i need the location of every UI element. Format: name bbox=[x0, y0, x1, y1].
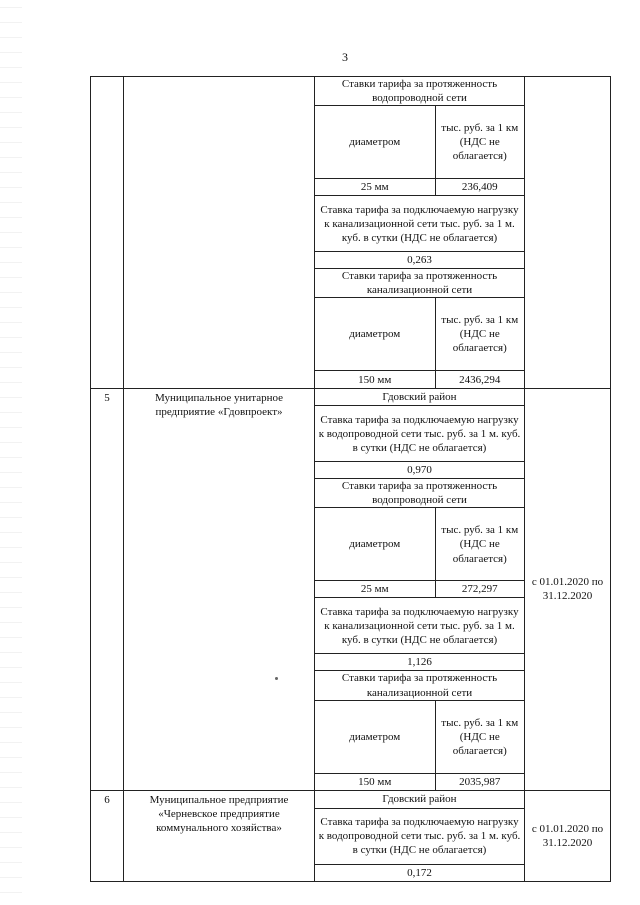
tariff-block bbox=[315, 388, 525, 790]
water-load-value: 0,970 bbox=[315, 462, 524, 479]
sewer-length-title: Ставки тарифа за протяженность канализационной сети bbox=[315, 671, 524, 700]
sewer-load-value: 1,126 bbox=[315, 654, 524, 671]
sewer-rate: 2436,294 bbox=[435, 371, 524, 388]
tariff-table bbox=[90, 76, 611, 882]
table-row-continued bbox=[91, 77, 611, 389]
period-cell bbox=[525, 77, 611, 389]
organization-name: Муниципальное предприятие «Черневское предприятие коммунального хозяйства» bbox=[124, 791, 315, 882]
organization-cell bbox=[124, 77, 315, 389]
sewer-load-title: Ставка тарифа за подключаемую нагрузку к канализационной сети тыс. руб. за 1 м. куб. в сутки (НДС не облагается) bbox=[315, 598, 524, 654]
sewer-load-value: 0,263 bbox=[315, 252, 524, 269]
unit-label: тыс. руб. за 1 км (НДС не облагается) bbox=[435, 700, 524, 773]
sewer-diameter: 150 мм bbox=[315, 773, 435, 790]
district: Гдовский район bbox=[315, 791, 524, 808]
period: с 01.01.2020 по 31.12.2020 bbox=[525, 388, 611, 790]
row-number: 5 bbox=[91, 388, 124, 790]
scan-edge-artifact bbox=[0, 0, 22, 905]
table-row bbox=[91, 791, 611, 882]
page-number: 3 bbox=[342, 50, 348, 64]
tariff-subtable bbox=[315, 389, 524, 790]
diameter-label: диаметром bbox=[315, 700, 435, 773]
period: с 01.01.2020 по 31.12.2020 bbox=[525, 791, 611, 882]
water-load-title: Ставка тарифа за подключаемую нагрузку к водопроводной сети тыс. руб. за 1 м. куб. в сутки (НДС не облагается) bbox=[315, 406, 524, 462]
tariff-block bbox=[315, 791, 525, 882]
tariff-subtable bbox=[315, 791, 524, 881]
sewer-diameter: 150 мм bbox=[315, 371, 435, 388]
sewer-rate: 2035,987 bbox=[435, 773, 524, 790]
district: Гдовский район bbox=[315, 389, 524, 406]
row-number: 6 bbox=[91, 791, 124, 882]
unit-label: тыс. руб. за 1 км (НДС не облагается) bbox=[435, 106, 524, 179]
water-load-title: Ставка тарифа за подключаемую нагрузку к водопроводной сети тыс. руб. за 1 м. куб. в сутки (НДС не облагается) bbox=[315, 808, 524, 864]
water-rate: 236,409 bbox=[435, 179, 524, 196]
tariff-subtable bbox=[315, 77, 524, 388]
water-length-title: Ставки тарифа за протяженность водопроводной сети bbox=[315, 77, 524, 106]
unit-label: тыс. руб. за 1 км (НДС не облагается) bbox=[435, 508, 524, 581]
water-rate: 272,297 bbox=[435, 581, 524, 598]
organization-name: Муниципальное унитарное предприятие «Гдовпроект» bbox=[124, 388, 315, 790]
diameter-label: диаметром bbox=[315, 106, 435, 179]
row-number-cell bbox=[91, 77, 124, 389]
table-row bbox=[91, 388, 611, 790]
diameter-label: диаметром bbox=[315, 298, 435, 371]
water-length-title: Ставки тарифа за протяженность водопроводной сети bbox=[315, 479, 524, 508]
water-load-value: 0,172 bbox=[315, 864, 524, 881]
tariff-block bbox=[315, 77, 525, 389]
sewer-length-title: Ставки тарифа за протяженность канализационной сети bbox=[315, 269, 524, 298]
water-diameter: 25 мм bbox=[315, 581, 435, 598]
water-diameter: 25 мм bbox=[315, 179, 435, 196]
diameter-label: диаметром bbox=[315, 508, 435, 581]
unit-label: тыс. руб. за 1 км (НДС не облагается) bbox=[435, 298, 524, 371]
sewer-load-title: Ставка тарифа за подключаемую нагрузку к канализационной сети тыс. руб. за 1 м. куб. в сутки (НДС не облагается) bbox=[315, 196, 524, 252]
